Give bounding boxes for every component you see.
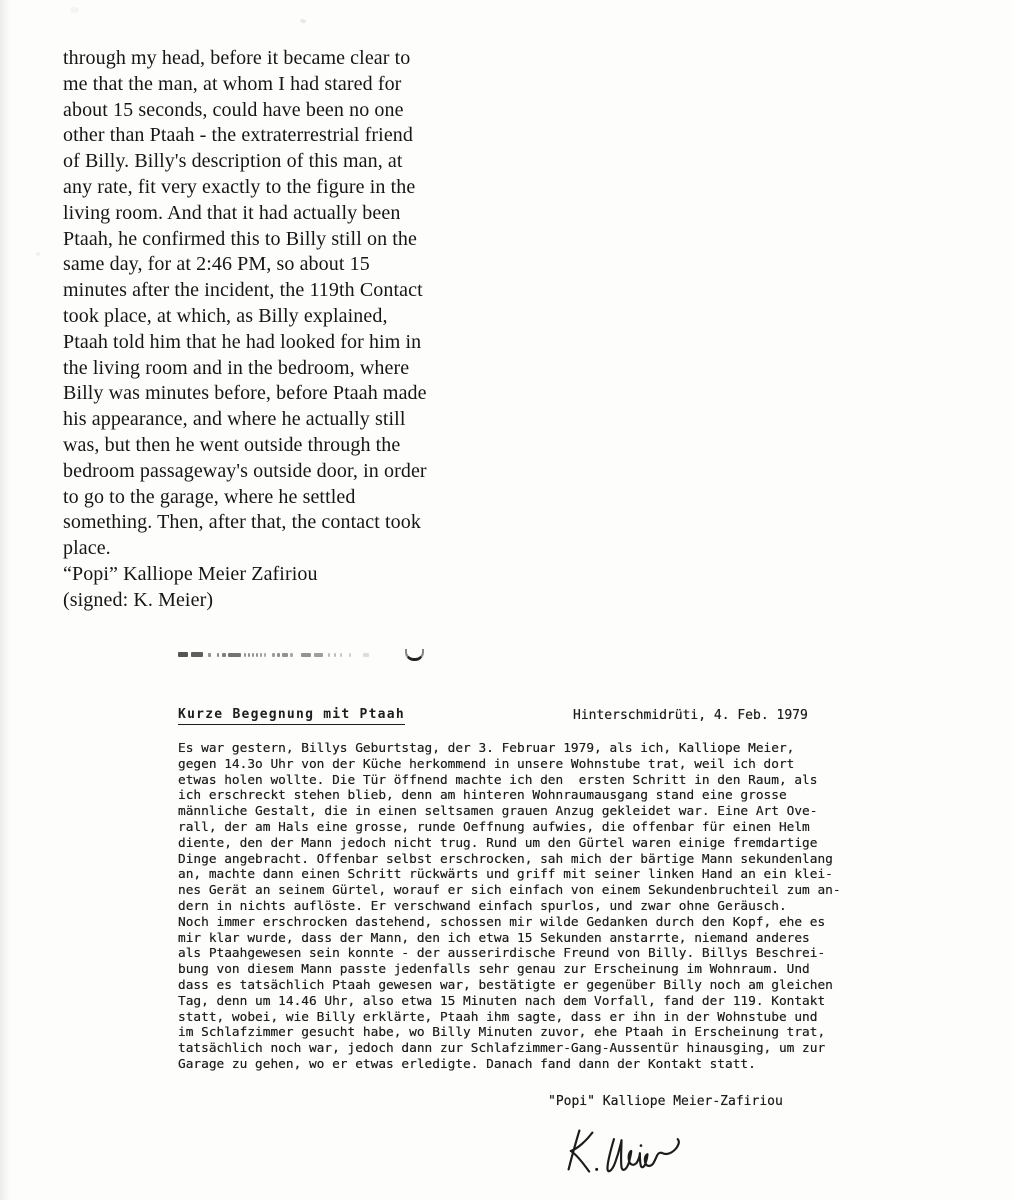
text-line: als Ptaahgewesen sein konnte - der ausserirdische Freund von Billy. Billys Beschrei- <box>178 946 826 962</box>
signed-note-line: (signed: K. Meier) <box>63 588 214 611</box>
text-line: through my head, before it became clear to <box>63 47 411 69</box>
text-line: dass es tatsächlich Ptaah gewesen war, bestätigte er gegenüber Billy noch am gleichen <box>178 977 833 993</box>
handwritten-signature <box>563 1124 693 1178</box>
text-line: other than Ptaah - the extraterrestrial friend <box>63 124 413 147</box>
text-line: Ptaah told him that he had looked for him in <box>63 330 422 353</box>
text-line: gegen 14.3o Uhr von der Küche herkommend in unsere Wohnstube trat, weil ich dort <box>178 756 795 772</box>
smudged-typewriter-line <box>178 650 428 659</box>
text-line: Es war gestern, Billys Geburtstag, der 3. Februar 1979, als ich, Kalliope Meier, <box>178 741 795 756</box>
text-line: statt, wobei, wie Billy erklärte, Ptaah ihm sagte, dass er ihn in der Wohnstube und <box>178 1009 818 1025</box>
text-line: bedroom passageway's outside door, in order <box>63 459 427 482</box>
text-line: living room. And that it had actually been <box>63 201 401 224</box>
text-line: Noch immer erschrocken dastehend, schossen mir wilde Gedanken durch den Kopf, ehe es <box>178 914 826 930</box>
report-dateline: Hinterschmidrüti, 4. Feb. 1979 <box>573 708 808 723</box>
text-line: minutes after the incident, the 119th Contact <box>63 279 423 302</box>
text-line: etwas holen wollte. Die Tür öffnend machte ich den ersten Schritt in den Raum, als <box>178 772 818 788</box>
scan-edge-shading <box>0 0 10 1200</box>
text-line: any rate, fit very exactly to the figure in the <box>63 175 416 198</box>
smudge-arc-mark <box>405 649 424 661</box>
text-line: something. Then, after that, the contact took <box>63 511 421 534</box>
english-translation-paragraph <box>63 46 493 614</box>
text-line: was, but then he went outside through the <box>63 433 401 456</box>
text-line: his appearance, and where he actually still <box>63 408 406 431</box>
text-line: of Billy. Billy's description of this man, at <box>63 150 403 173</box>
text-line: about 15 seconds, could have been no one <box>63 98 404 121</box>
attribution-line: “Popi” Kalliope Meier Zafiriou <box>63 562 318 585</box>
text-line: me that the man, at whom I had stared for <box>63 72 402 95</box>
text-line: dern in nichts auflöste. Er verschwand einfach spurlos, und zwar ohne Geräusch. <box>178 898 787 914</box>
text-line: nes Gerät an seinem Gürtel, worauf er sich einfach von einem Sekundenbruchteil zum an- <box>178 883 841 899</box>
text-line: mir klar wurde, dass der Mann, den ich etwa 15 Sekunden anstarrte, niemand anderes <box>178 930 810 946</box>
english-text-lines <box>63 46 493 562</box>
text-line: took place, at which, as Billy explained, <box>63 304 388 327</box>
scan-speck <box>299 18 306 24</box>
text-line: diente, den der Mann jedoch nicht trug. Rund um den Gürtel waren einige fremdartige <box>178 835 818 851</box>
text-line: Dinge angebracht. Offenbar selbst erschrocken, sah mich der bärtige Mann sekundenlang <box>178 851 833 867</box>
report-body <box>178 741 878 1073</box>
report-heading: Kurze Begegnung mit Ptaah <box>178 707 405 725</box>
text-line: Garage zu gehen, wo er etwas erledigte. Danach fand dann der Kontakt statt. <box>178 1056 756 1072</box>
text-line: rall, der am Hals eine grosse, runde Oeffnung aufwies, die offenbar für einen Helm <box>178 819 810 835</box>
text-line: ich erschreckt stehen blieb, denn am hinteren Wohnraumausgang stand eine grosse <box>178 788 787 804</box>
text-line: tatsächlich noch war, jedoch dann zur Schlafzimmer-Gang-Aussentür hinausging, um zur <box>178 1041 826 1057</box>
text-line: Ptaah, he confirmed this to Billy still on the <box>63 227 418 250</box>
text-line: same day, for at 2:46 PM, so about 15 <box>63 253 370 276</box>
text-line: bung von diesem Mann passte jedenfalls sehr genau zur Erscheinung im Wohnraum. Und <box>178 962 810 978</box>
scan-speck <box>36 252 40 256</box>
text-line: männliche Gestalt, die in einen seltsamen grauen Anzug gekleidet war. Eine Art Ove- <box>178 804 818 820</box>
text-line: Billy was minutes before, before Ptaah made <box>63 382 427 405</box>
text-line: im Schlafzimmer gesucht habe, wo Billy Minuten zuvor, ehe Ptaah in Erscheinung trat, <box>178 1025 826 1041</box>
text-line: Tag, denn um 14.46 Uhr, also etwa 15 Minuten nach dem Vorfall, fand der 119. Kontakt <box>178 993 826 1009</box>
text-line: place. <box>63 537 111 560</box>
text-line: to go to the garage, where he settled <box>63 485 356 508</box>
scan-speck <box>70 7 79 13</box>
typed-signature: "Popi" Kalliope Meier-Zafiriou <box>548 1094 783 1109</box>
text-line: an, machte dann einen Schritt rückwärts und griff mit seiner linken Hand an ein klei- <box>178 867 833 883</box>
text-line: the living room and in the bedroom, where <box>63 356 410 379</box>
